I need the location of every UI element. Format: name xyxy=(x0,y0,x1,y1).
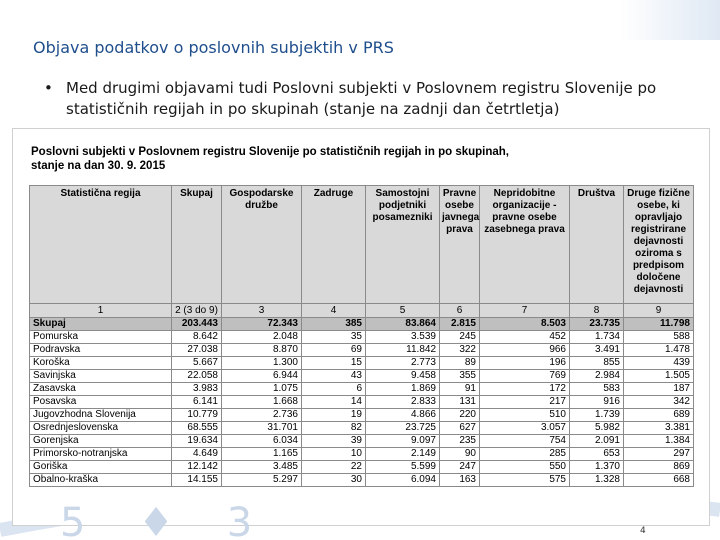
value-cell: 5.667 xyxy=(172,357,222,370)
value-cell: 235 xyxy=(440,435,480,448)
value-cell: 217 xyxy=(480,396,570,409)
table-row xyxy=(30,461,694,474)
table-row xyxy=(30,409,694,422)
column-header: Druge fizične osebe, ki opravljajo registrirane dejavnosti oziroma s predpisom določene dejavnosti xyxy=(624,186,694,304)
value-cell: 2.091 xyxy=(570,435,624,448)
table-body xyxy=(30,318,694,487)
value-cell: 91 xyxy=(440,383,480,396)
column-number: 4 xyxy=(302,304,366,318)
value-cell: 869 xyxy=(624,461,694,474)
value-cell: 69 xyxy=(302,344,366,357)
value-cell: 203.443 xyxy=(172,318,222,331)
column-number: 8 xyxy=(570,304,624,318)
value-cell: 3.539 xyxy=(366,331,440,344)
value-cell: 89 xyxy=(440,357,480,370)
value-cell: 90 xyxy=(440,448,480,461)
column-number: 3 xyxy=(222,304,302,318)
table-header-row xyxy=(30,186,694,304)
table-title xyxy=(31,145,509,173)
value-cell: 19.634 xyxy=(172,435,222,448)
value-cell: 342 xyxy=(624,396,694,409)
value-cell: 35 xyxy=(302,331,366,344)
value-cell: 15 xyxy=(302,357,366,370)
value-cell: 754 xyxy=(480,435,570,448)
column-header: Samostojni podjetniki posamezniki xyxy=(366,186,440,304)
value-cell: 23.735 xyxy=(570,318,624,331)
column-header: Gospodarske družbe xyxy=(222,186,302,304)
value-cell: 1.668 xyxy=(222,396,302,409)
value-cell: 452 xyxy=(480,331,570,344)
value-cell: 220 xyxy=(440,409,480,422)
value-cell: 510 xyxy=(480,409,570,422)
table-row xyxy=(30,357,694,370)
value-cell: 10.779 xyxy=(172,409,222,422)
bullet-text: Med drugimi objavami tudi Poslovni subjekti v Poslovnem registru Slovenije po statističnih regijah in po skupinah (stanje na zadnji dan četrtletja) xyxy=(66,79,657,118)
value-cell: 9.458 xyxy=(366,370,440,383)
bullet-icon: • xyxy=(44,79,53,97)
column-header: Statistična regija xyxy=(30,186,172,304)
value-cell: 8.870 xyxy=(222,344,302,357)
column-header: Nepridobitne organizacije - pravne osebe zasebnega prava xyxy=(480,186,570,304)
value-cell: 3.381 xyxy=(624,422,694,435)
value-cell: 23.725 xyxy=(366,422,440,435)
value-cell: 653 xyxy=(570,448,624,461)
value-cell: 583 xyxy=(570,383,624,396)
value-cell: 6 xyxy=(302,383,366,396)
value-cell: 2.815 xyxy=(440,318,480,331)
table-row xyxy=(30,474,694,487)
statistics-table xyxy=(29,185,694,487)
value-cell: 187 xyxy=(624,383,694,396)
column-header: Društva xyxy=(570,186,624,304)
region-cell: Pomurska xyxy=(30,331,172,344)
value-cell: 1.075 xyxy=(222,383,302,396)
value-cell: 11.798 xyxy=(624,318,694,331)
value-cell: 1.869 xyxy=(366,383,440,396)
value-cell: 22.058 xyxy=(172,370,222,383)
value-cell: 30 xyxy=(302,474,366,487)
table-panel xyxy=(12,128,710,526)
slide-title: Objava podatkov o poslovnih subjektih v PRS xyxy=(33,38,394,57)
value-cell: 1.300 xyxy=(222,357,302,370)
total-row xyxy=(30,318,694,331)
value-cell: 1.165 xyxy=(222,448,302,461)
value-cell: 1.505 xyxy=(624,370,694,383)
value-cell: 72.343 xyxy=(222,318,302,331)
value-cell: 3.983 xyxy=(172,383,222,396)
value-cell: 439 xyxy=(624,357,694,370)
value-cell: 3.491 xyxy=(570,344,624,357)
value-cell: 22 xyxy=(302,461,366,474)
value-cell: 1.478 xyxy=(624,344,694,357)
column-header: Zadruge xyxy=(302,186,366,304)
table-row xyxy=(30,422,694,435)
value-cell: 627 xyxy=(440,422,480,435)
region-cell: Posavska xyxy=(30,396,172,409)
value-cell: 6.944 xyxy=(222,370,302,383)
column-number: 6 xyxy=(440,304,480,318)
table-title-line2: stanje na dan 30. 9. 2015 xyxy=(31,160,166,172)
column-number-row xyxy=(30,304,694,318)
value-cell: 31.701 xyxy=(222,422,302,435)
value-cell: 82 xyxy=(302,422,366,435)
value-cell: 131 xyxy=(440,396,480,409)
table-row xyxy=(30,344,694,357)
value-cell: 8.503 xyxy=(480,318,570,331)
region-cell: Primorsko-notranjska xyxy=(30,448,172,461)
value-cell: 6.141 xyxy=(172,396,222,409)
region-cell: Zasavska xyxy=(30,383,172,396)
table-title-line1: Poslovni subjekti v Poslovnem registru Slovenije po statističnih regijah in po skupinah, xyxy=(31,146,509,158)
value-cell: 1.384 xyxy=(624,435,694,448)
value-cell: 14 xyxy=(302,396,366,409)
value-cell: 4.649 xyxy=(172,448,222,461)
column-number: 7 xyxy=(480,304,570,318)
value-cell: 322 xyxy=(440,344,480,357)
column-number: 1 xyxy=(30,304,172,318)
value-cell: 285 xyxy=(480,448,570,461)
column-number: 2 (3 do 9) xyxy=(172,304,222,318)
value-cell: 9.097 xyxy=(366,435,440,448)
value-cell: 550 xyxy=(480,461,570,474)
value-cell: 3.485 xyxy=(222,461,302,474)
value-cell: 12.142 xyxy=(172,461,222,474)
region-cell: Podravska xyxy=(30,344,172,357)
value-cell: 588 xyxy=(624,331,694,344)
value-cell: 163 xyxy=(440,474,480,487)
value-cell: 966 xyxy=(480,344,570,357)
column-header: Pravne osebe javnega prava xyxy=(440,186,480,304)
page-number: 4 xyxy=(640,526,646,536)
value-cell: 11.842 xyxy=(366,344,440,357)
region-cell: Osrednjeslovenska xyxy=(30,422,172,435)
value-cell: 245 xyxy=(440,331,480,344)
value-cell: 39 xyxy=(302,435,366,448)
value-cell: 14.155 xyxy=(172,474,222,487)
watermark-digits: 5 ♦ 3 xyxy=(60,500,273,540)
value-cell: 385 xyxy=(302,318,366,331)
value-cell: 2.736 xyxy=(222,409,302,422)
table-row xyxy=(30,448,694,461)
value-cell: 2.048 xyxy=(222,331,302,344)
value-cell: 5.599 xyxy=(366,461,440,474)
column-number: 5 xyxy=(366,304,440,318)
value-cell: 6.034 xyxy=(222,435,302,448)
value-cell: 68.555 xyxy=(172,422,222,435)
value-cell: 4.866 xyxy=(366,409,440,422)
value-cell: 247 xyxy=(440,461,480,474)
value-cell: 8.642 xyxy=(172,331,222,344)
value-cell: 1.328 xyxy=(570,474,624,487)
value-cell: 2.984 xyxy=(570,370,624,383)
region-cell: Jugovzhodna Slovenija xyxy=(30,409,172,422)
value-cell: 5.982 xyxy=(570,422,624,435)
value-cell: 5.297 xyxy=(222,474,302,487)
bullet-item xyxy=(44,78,694,120)
value-cell: 575 xyxy=(480,474,570,487)
value-cell: 172 xyxy=(480,383,570,396)
table-row xyxy=(30,383,694,396)
value-cell: 1.370 xyxy=(570,461,624,474)
value-cell: 297 xyxy=(624,448,694,461)
value-cell: 43 xyxy=(302,370,366,383)
value-cell: 355 xyxy=(440,370,480,383)
region-cell: Gorenjska xyxy=(30,435,172,448)
value-cell: 2.833 xyxy=(366,396,440,409)
table-row xyxy=(30,331,694,344)
column-number: 9 xyxy=(624,304,694,318)
value-cell: 6.094 xyxy=(366,474,440,487)
table-row xyxy=(30,370,694,383)
value-cell: 916 xyxy=(570,396,624,409)
value-cell: 2.773 xyxy=(366,357,440,370)
value-cell: 769 xyxy=(480,370,570,383)
value-cell: 689 xyxy=(624,409,694,422)
value-cell: 2.149 xyxy=(366,448,440,461)
table-row xyxy=(30,396,694,409)
value-cell: 855 xyxy=(570,357,624,370)
region-cell: Skupaj xyxy=(30,318,172,331)
region-cell: Koroška xyxy=(30,357,172,370)
value-cell: 196 xyxy=(480,357,570,370)
value-cell: 27.038 xyxy=(172,344,222,357)
value-cell: 19 xyxy=(302,409,366,422)
region-cell: Savinjska xyxy=(30,370,172,383)
value-cell: 1.734 xyxy=(570,331,624,344)
region-cell: Obalno-kraška xyxy=(30,474,172,487)
value-cell: 83.864 xyxy=(366,318,440,331)
corner-decoration xyxy=(620,0,720,40)
value-cell: 1.739 xyxy=(570,409,624,422)
value-cell: 10 xyxy=(302,448,366,461)
region-cell: Goriška xyxy=(30,461,172,474)
table-row xyxy=(30,435,694,448)
column-header: Skupaj xyxy=(172,186,222,304)
value-cell: 668 xyxy=(624,474,694,487)
value-cell: 3.057 xyxy=(480,422,570,435)
